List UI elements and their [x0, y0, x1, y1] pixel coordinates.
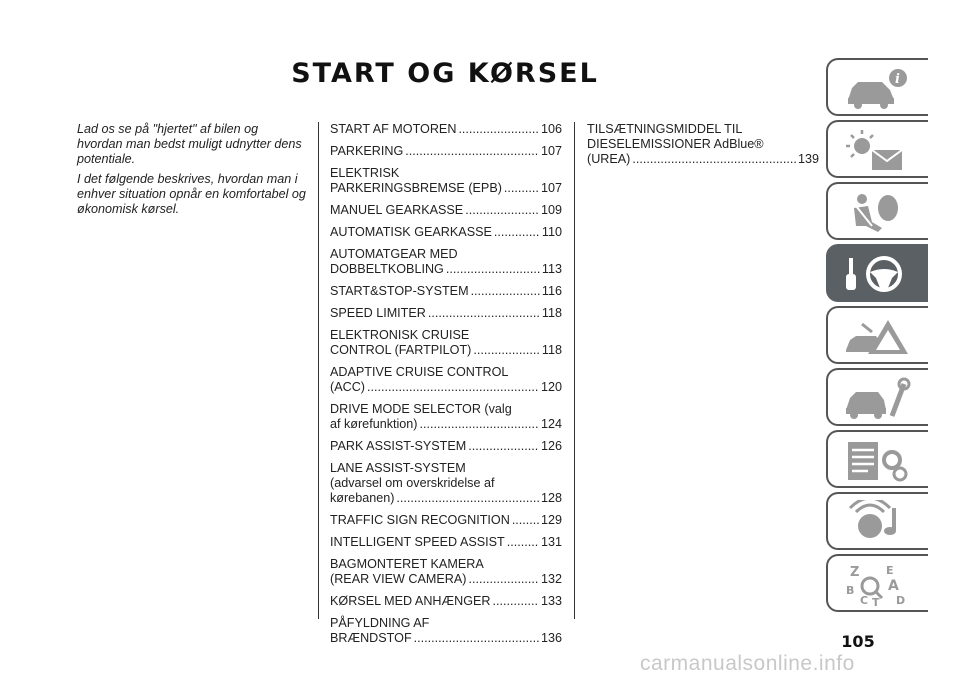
toc-column-2 — [587, 122, 819, 174]
toc-entry-label: CONTROL (FARTPILOT) — [330, 343, 472, 357]
toc-entry-label: (advarsel om overskridelse af — [330, 476, 495, 490]
dot-leader — [512, 513, 539, 528]
toc-entry-label: MANUEL GEARKASSE — [330, 203, 464, 217]
toc-entry[interactable] — [330, 616, 562, 646]
toc-entry-label: PARKERINGSBREMSE (EPB) — [330, 181, 502, 195]
seatbelt-airbag-icon — [842, 190, 914, 236]
toc-entry[interactable] — [330, 166, 562, 196]
toc-entry-label: TILSÆTNINGSMIDDEL TIL — [587, 122, 743, 136]
toc-entry-page: 106 — [540, 122, 562, 136]
toc-entry[interactable] — [330, 328, 562, 358]
toc-entry-label: ELEKTRISK — [330, 166, 400, 180]
dot-leader — [468, 572, 539, 587]
dot-leader — [632, 152, 796, 167]
technical-data-icon — [842, 438, 914, 484]
toc-entry[interactable] — [587, 122, 819, 167]
toc-entry-page: 131 — [540, 535, 562, 549]
toc-entry-label: DOBBELTKOBLING — [330, 262, 444, 276]
dot-leader — [396, 491, 539, 506]
toc-entry-label: (UREA) — [587, 152, 631, 166]
toc-entry-label: INTELLIGENT SPEED ASSIST — [330, 535, 505, 549]
tab-start-driving[interactable] — [826, 244, 928, 302]
toc-entry[interactable] — [330, 225, 562, 240]
toc-entry[interactable] — [330, 306, 562, 321]
toc-entry-label: BAGMONTERET KAMERA — [330, 557, 484, 571]
intro-paragraph-2: I det følgende beskrives, hvordan man i enhver situation opnår en komfortabel og økonomisk kørsel. — [77, 172, 306, 216]
toc-entry[interactable] — [330, 144, 562, 159]
dot-leader — [405, 144, 539, 159]
toc-entry-label: (REAR VIEW CAMERA) — [330, 572, 467, 586]
toc-entry-page: 126 — [540, 439, 562, 453]
toc-entry-label: ADAPTIVE CRUISE CONTROL — [330, 365, 509, 379]
svg-text:T: T — [872, 596, 880, 608]
chapter-intro — [77, 122, 307, 222]
toc-entry-page: 133 — [540, 594, 562, 608]
tab-multimedia[interactable] — [826, 492, 928, 550]
dot-leader — [507, 535, 539, 550]
toc-entry[interactable] — [330, 535, 562, 550]
dot-leader — [471, 284, 540, 299]
toc-entry-page: 110 — [541, 225, 562, 239]
tab-technical-data[interactable] — [826, 430, 928, 488]
dot-leader — [494, 225, 540, 240]
svg-text:E: E — [886, 564, 894, 577]
tab-safety[interactable] — [826, 182, 928, 240]
toc-entry-label: SPEED LIMITER — [330, 306, 426, 320]
svg-text:Z: Z — [850, 565, 860, 580]
toc-entry[interactable] — [330, 122, 562, 137]
toc-entry-page: 107 — [540, 144, 562, 158]
toc-entry[interactable] — [330, 284, 562, 299]
svg-text:D: D — [896, 594, 906, 607]
dot-leader — [465, 203, 539, 218]
toc-entry-label: TRAFFIC SIGN RECOGNITION — [330, 513, 510, 527]
dot-leader — [492, 594, 539, 609]
dot-leader — [367, 380, 539, 395]
toc-entry-page: 139 — [797, 152, 819, 166]
toc-entry-label: DIESELEMISSIONER AdBlue® — [587, 137, 764, 151]
svg-text:C: C — [860, 594, 869, 607]
column-divider — [574, 122, 575, 619]
toc-entry-label: PARK ASSIST-SYSTEM — [330, 439, 467, 453]
dot-leader — [458, 122, 539, 137]
toc-entry-page: 113 — [541, 262, 562, 276]
toc-entry-label: af kørefunktion) — [330, 417, 418, 431]
dot-leader — [446, 262, 540, 277]
toc-entry[interactable] — [330, 513, 562, 528]
toc-entry[interactable] — [330, 402, 562, 432]
dot-leader — [468, 439, 539, 454]
toc-entry-page: 116 — [541, 284, 562, 298]
dot-leader — [473, 343, 540, 358]
toc-entry[interactable] — [330, 247, 562, 277]
toc-entry-page: 129 — [540, 513, 562, 527]
toc-entry-page: 128 — [540, 491, 562, 505]
dot-leader — [504, 181, 539, 196]
svg-text:i: i — [895, 72, 900, 87]
toc-entry-page: 132 — [540, 572, 562, 586]
toc-entry[interactable] — [330, 365, 562, 395]
tab-car-info[interactable] — [826, 58, 928, 116]
toc-entry-label: LANE ASSIST-SYSTEM — [330, 461, 466, 475]
car-info-icon — [842, 66, 914, 112]
toc-entry-label: (ACC) — [330, 380, 365, 394]
tab-maintenance[interactable] — [826, 368, 928, 426]
toc-entry-label: AUTOMATGEAR MED — [330, 247, 458, 261]
toc-entry[interactable] — [330, 461, 562, 506]
toc-entry-label: DRIVE MODE SELECTOR (valg — [330, 402, 512, 416]
emergency-icon — [842, 314, 914, 360]
key-steering-wheel-icon — [842, 252, 914, 298]
toc-column-1 — [330, 122, 562, 653]
page-number: 105 — [841, 632, 875, 651]
toc-entry-label: BRÆNDSTOF — [330, 631, 412, 645]
dot-leader — [420, 417, 539, 432]
intro-paragraph-1: Lad os se på "hjertet" af bilen og hvordan man bedst muligt udnytter dens potentiale. — [77, 122, 302, 166]
multimedia-icon — [842, 500, 914, 546]
toc-entry-label: PÅFYLDNING AF — [330, 616, 430, 630]
page-title: START OG KØRSEL — [291, 58, 599, 89]
toc-entry-label: START AF MOTOREN — [330, 122, 457, 136]
toc-entry-label: START&STOP-SYSTEM — [330, 284, 469, 298]
svg-text:B: B — [846, 584, 855, 597]
dot-leader — [428, 306, 540, 321]
car-service-icon — [842, 376, 914, 422]
toc-entry[interactable] — [330, 594, 562, 609]
toc-entry[interactable] — [330, 203, 562, 218]
toc-entry-page: 124 — [540, 417, 562, 431]
alphabet-index-icon — [842, 562, 914, 608]
toc-entry[interactable] — [330, 557, 562, 587]
toc-entry-page: 136 — [540, 631, 562, 645]
toc-entry-label: PARKERING — [330, 144, 404, 158]
toc-entry-page: 118 — [541, 306, 562, 320]
tab-emergency[interactable] — [826, 306, 928, 364]
column-divider — [318, 122, 319, 619]
watermark: carmanualsonline.info — [640, 652, 855, 675]
warning-lights-icon — [842, 128, 914, 174]
toc-entry-label: kørebanen) — [330, 491, 395, 505]
toc-entry-page: 120 — [540, 380, 562, 394]
toc-entry-label: ELEKTRONISK CRUISE — [330, 328, 470, 342]
toc-entry[interactable] — [330, 439, 562, 454]
dot-leader — [414, 631, 539, 646]
toc-entry-page: 118 — [541, 343, 562, 357]
tab-index[interactable] — [826, 554, 928, 612]
toc-entry-page: 107 — [540, 181, 562, 195]
toc-entry-label: KØRSEL MED ANHÆNGER — [330, 594, 491, 608]
svg-text:A: A — [888, 578, 899, 594]
tab-dashboard-lights[interactable] — [826, 120, 928, 178]
toc-entry-page: 109 — [540, 203, 562, 217]
toc-entry-label: AUTOMATISK GEARKASSE — [330, 225, 492, 239]
